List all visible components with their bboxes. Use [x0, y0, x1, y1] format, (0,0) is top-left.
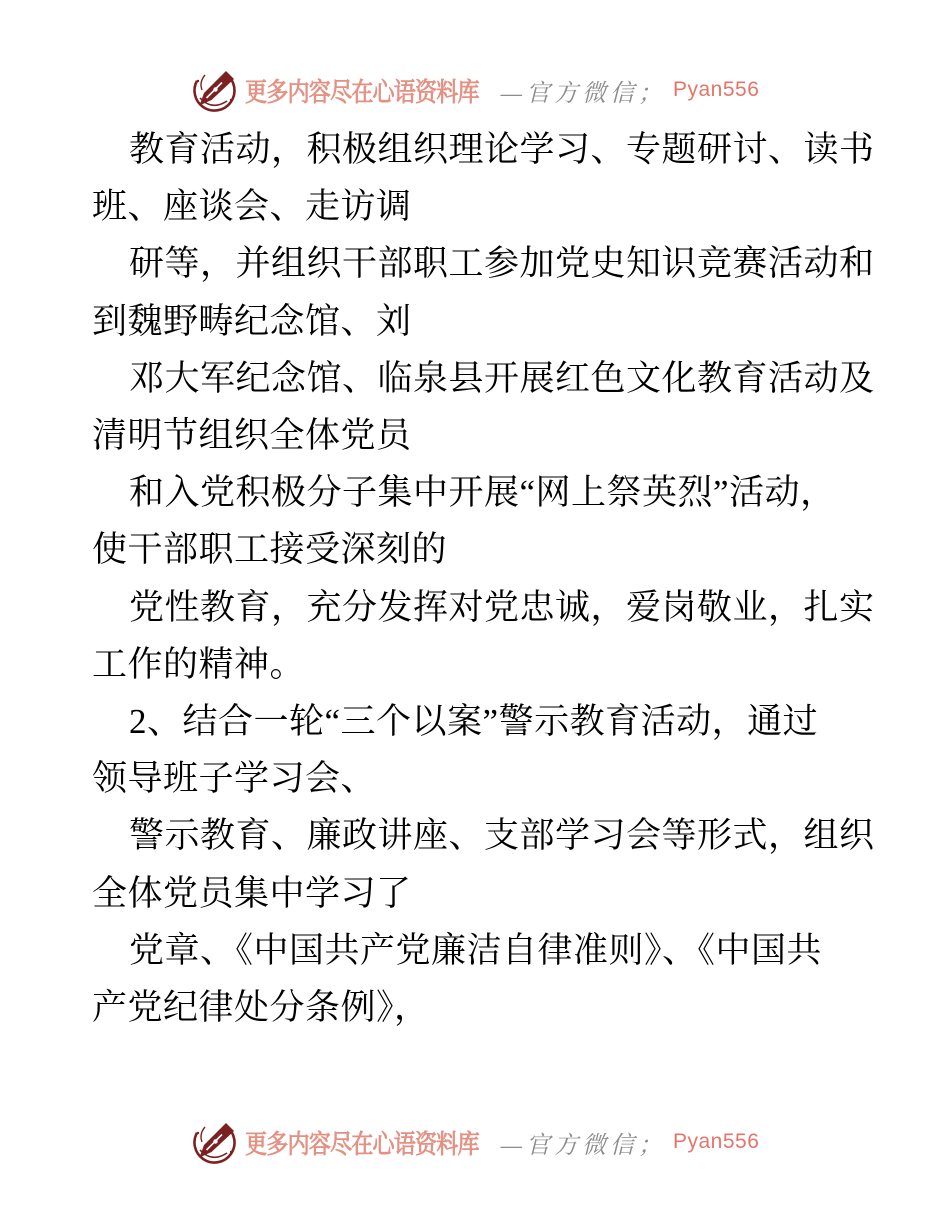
watermark-wechat-label: —官方微信；	[500, 1132, 666, 1159]
document-text-line: 班、座谈会、走访调	[92, 187, 412, 227]
watermark-wechat-label: —官方微信；	[500, 80, 666, 107]
document-text-line: 清明节组织全体党员	[92, 416, 412, 456]
pen-nib-swirl-icon	[191, 1119, 238, 1166]
document-text-line: 2、结合一轮“三个以案”警示教育活动，通过	[129, 702, 819, 742]
document-text-line: 使干部职工接受深刻的	[92, 530, 448, 570]
document-text-line: 到魏野畴纪念馆、刘	[92, 301, 412, 341]
document-text-line: 党性教育，充分发挥对党忠诚，爱岗敬业，扎实	[129, 587, 875, 627]
document-body	[92, 121, 875, 1036]
watermark-header	[0, 64, 950, 116]
watermark-footer	[0, 1116, 950, 1168]
pen-nib-swirl-icon	[191, 67, 238, 114]
watermark-wechat-id: Pyan556	[672, 78, 760, 101]
document-text-line: 领导班子学习会、	[92, 759, 377, 799]
watermark-wechat-id: Pyan556	[672, 1130, 760, 1153]
watermark-site-name: 更多内容尽在心语资料库	[244, 1129, 479, 1159]
document-text-line: 邓大军纪念馆、临泉县开展红色文化教育活动及	[129, 358, 875, 398]
document-text-line: 产党纪律处分条例》，	[92, 988, 430, 1028]
document-text-line: 警示教育、廉政讲座、支部学习会等形式，组织	[129, 816, 875, 856]
document-text-line: 党章、《中国共产党廉洁自律准则》、《中国共	[129, 930, 823, 970]
document-text-line: 研等，并组织干部职工参加党史知识竞赛活动和	[129, 244, 875, 284]
document-text-line: 和入党积极分子集中开展“网上祭英烈”活动，	[129, 473, 836, 513]
document-text-line: 工作的精神。	[92, 644, 306, 684]
watermark-site-name: 更多内容尽在心语资料库	[244, 77, 479, 107]
document-text-line: 全体党员集中学习了	[92, 873, 412, 913]
document-text-line: 教育活动，积极组织理论学习、专题研讨、读书	[129, 130, 875, 169]
